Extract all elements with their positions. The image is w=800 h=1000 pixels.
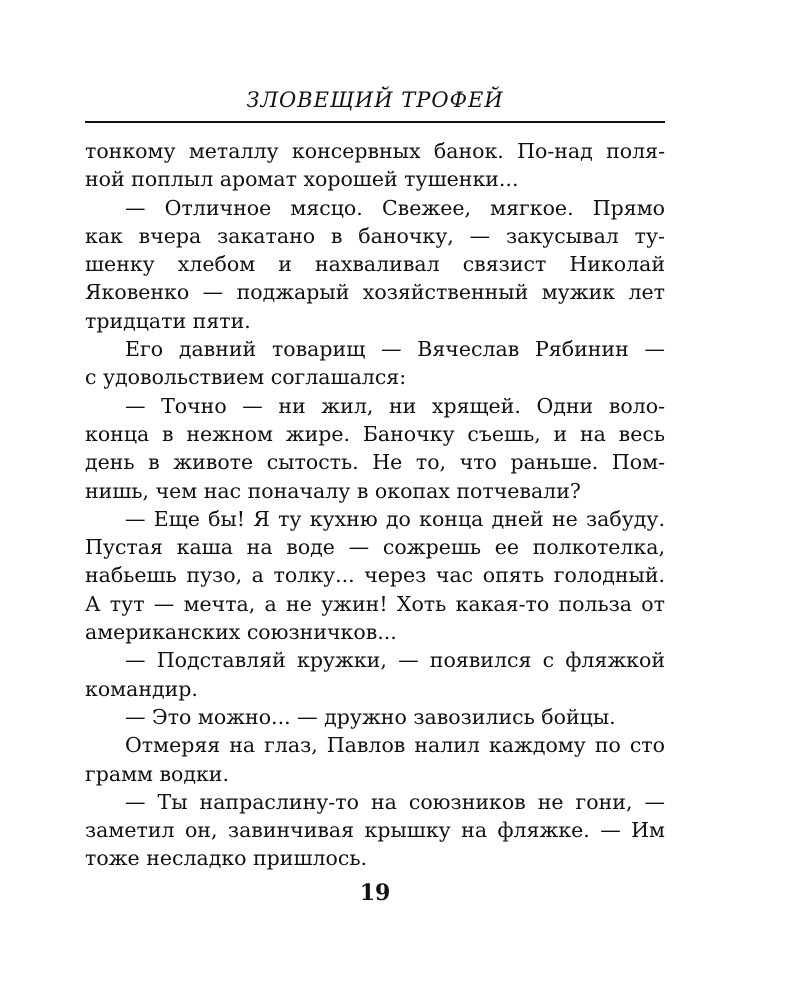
text-line: Пустая каша на воде — сожрешь ее полкотелка,: [85, 535, 665, 560]
text-line: американских союзничков...: [85, 620, 397, 645]
text-line: день в животе сытость. Не то, что раньше. Пом-: [85, 450, 665, 475]
body-text: [85, 137, 665, 873]
text-line: — Точно — ни жил, ни хрящей. Одни воло-: [125, 393, 665, 418]
header-rule: [85, 121, 665, 123]
page-number: 19: [359, 880, 391, 906]
text-line: шенку хлебом и нахваливал связист Николай: [85, 252, 665, 277]
text-line: с удовольствием соглашался:: [85, 365, 407, 390]
text-line: набьешь пузо, а толку... через час опять голодный.: [85, 563, 665, 588]
text-line: Его давний товарищ — Вячеслав Рябинин —: [125, 337, 665, 362]
text-line: Яковенко — поджарый хозяйственный мужик лет: [85, 280, 665, 305]
text-line: — Подставляй кружки, — появился с фляжкой: [125, 648, 665, 673]
text-line: нишь, чем нас поначалу в окопах потчевали?: [85, 478, 581, 503]
text-line: — Отличное мясцо. Свежее, мягкое. Прямо: [125, 195, 665, 220]
running-title: ЗЛОВЕЩИЙ ТРОФЕЙ: [246, 88, 504, 112]
text-line: конца в нежном жире. Баночку съешь, и на весь: [85, 421, 665, 446]
text-line: — Еще бы! Я ту кухню до конца дней не забуду.: [125, 506, 665, 531]
text-line: заметил он, завинчивая крышку на фляжке. — Им: [85, 818, 665, 843]
text-line: тонкому металлу консервных банок. По-над поля-: [85, 139, 665, 163]
text-line: командир.: [85, 676, 198, 701]
text-line: тоже несладко пришлось.: [85, 846, 368, 871]
text-line: — Это можно... — дружно завозились бойцы.: [125, 704, 616, 729]
text-line: — Ты напраслину-то на союзников не гони, —: [125, 789, 665, 814]
text-line: грамм водки.: [85, 761, 229, 786]
text-line: как вчера закатано в баночку, — закусывал ту-: [85, 223, 665, 248]
text-line: А тут — мечта, а не ужин! Хоть какая-то польза от: [85, 591, 665, 616]
text-line: Отмеряя на глаз, Павлов налил каждому по сто: [125, 733, 665, 758]
text-line: тридцати пяти.: [85, 308, 251, 333]
text-line: ной поплыл аромат хорошей тушенки...: [85, 167, 519, 192]
